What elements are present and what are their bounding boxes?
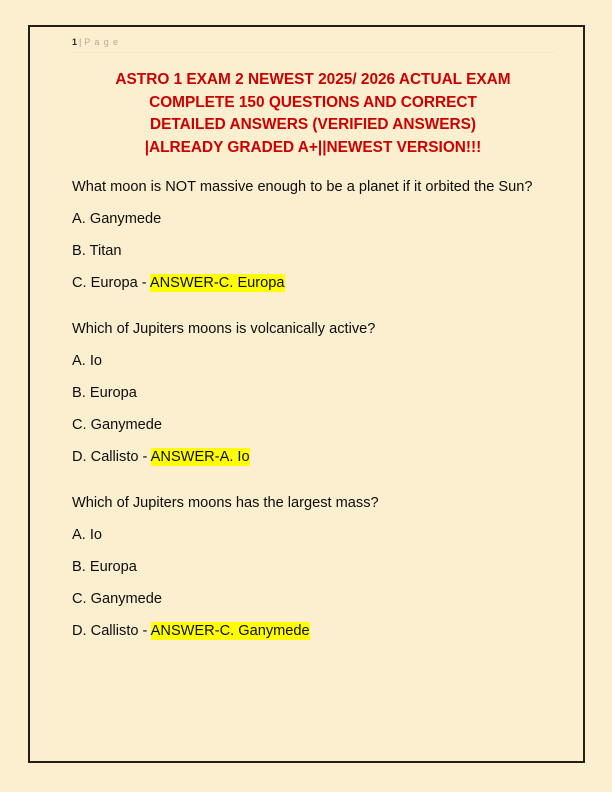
answer-option	[72, 619, 554, 643]
option-text: C. Ganymede	[72, 591, 163, 607]
question-block	[72, 491, 554, 643]
document-page	[28, 25, 585, 763]
answer-option	[72, 207, 554, 231]
question-prompt: Which of Jupiters moons is volcanically active?	[72, 321, 376, 337]
option-text: D. Callisto -	[72, 623, 151, 639]
answer-option	[72, 381, 554, 405]
question-prompt: What moon is NOT massive enough to be a planet if it orbited the Sun?	[72, 179, 533, 195]
option-text: C. Europa -	[72, 275, 150, 291]
header-divider	[72, 52, 554, 53]
option-text: B. Europa	[72, 385, 137, 401]
answer-highlight: ANSWER-C. Europa	[149, 275, 285, 291]
answer-option	[72, 587, 554, 611]
answer-option	[72, 239, 554, 263]
title-line-2: COMPLETE 150 QUESTIONS AND CORRECT	[149, 93, 477, 111]
title-line-3: DETAILED ANSWERS (VERIFIED ANSWERS)	[149, 116, 477, 133]
document-title	[72, 69, 554, 159]
answer-option	[72, 555, 554, 579]
option-text: A. Ganymede	[72, 211, 162, 227]
answer-option	[72, 413, 554, 437]
option-text: D. Callisto -	[72, 449, 151, 465]
answer-option	[72, 445, 554, 469]
title-line-1: ASTRO 1 EXAM 2 NEWEST 2025/ 2026 ACTUAL EXAM	[115, 71, 511, 88]
page-number-header	[72, 37, 554, 52]
option-text: B. Titan	[72, 243, 122, 259]
question-block	[72, 175, 554, 295]
page-header-separator: |	[79, 37, 83, 47]
question-block	[72, 317, 554, 469]
option-text: C. Ganymede	[72, 417, 163, 433]
page-content	[72, 37, 554, 665]
page-number: 1	[72, 37, 78, 47]
answer-highlight: ANSWER-A. Io	[150, 449, 250, 465]
page-header-label: P a g e	[84, 37, 119, 47]
question-prompt: Which of Jupiters moons has the largest mass?	[72, 495, 379, 511]
answer-option	[72, 523, 554, 547]
option-text: A. Io	[72, 527, 103, 543]
answer-option	[72, 349, 554, 373]
title-line-4: |ALREADY GRADED A+||NEWEST VERSION!!!	[144, 138, 482, 156]
answer-option	[72, 271, 554, 295]
answer-highlight: ANSWER-C. Ganymede	[150, 623, 310, 639]
option-text: A. Io	[72, 353, 103, 369]
option-text: B. Europa	[72, 559, 137, 575]
